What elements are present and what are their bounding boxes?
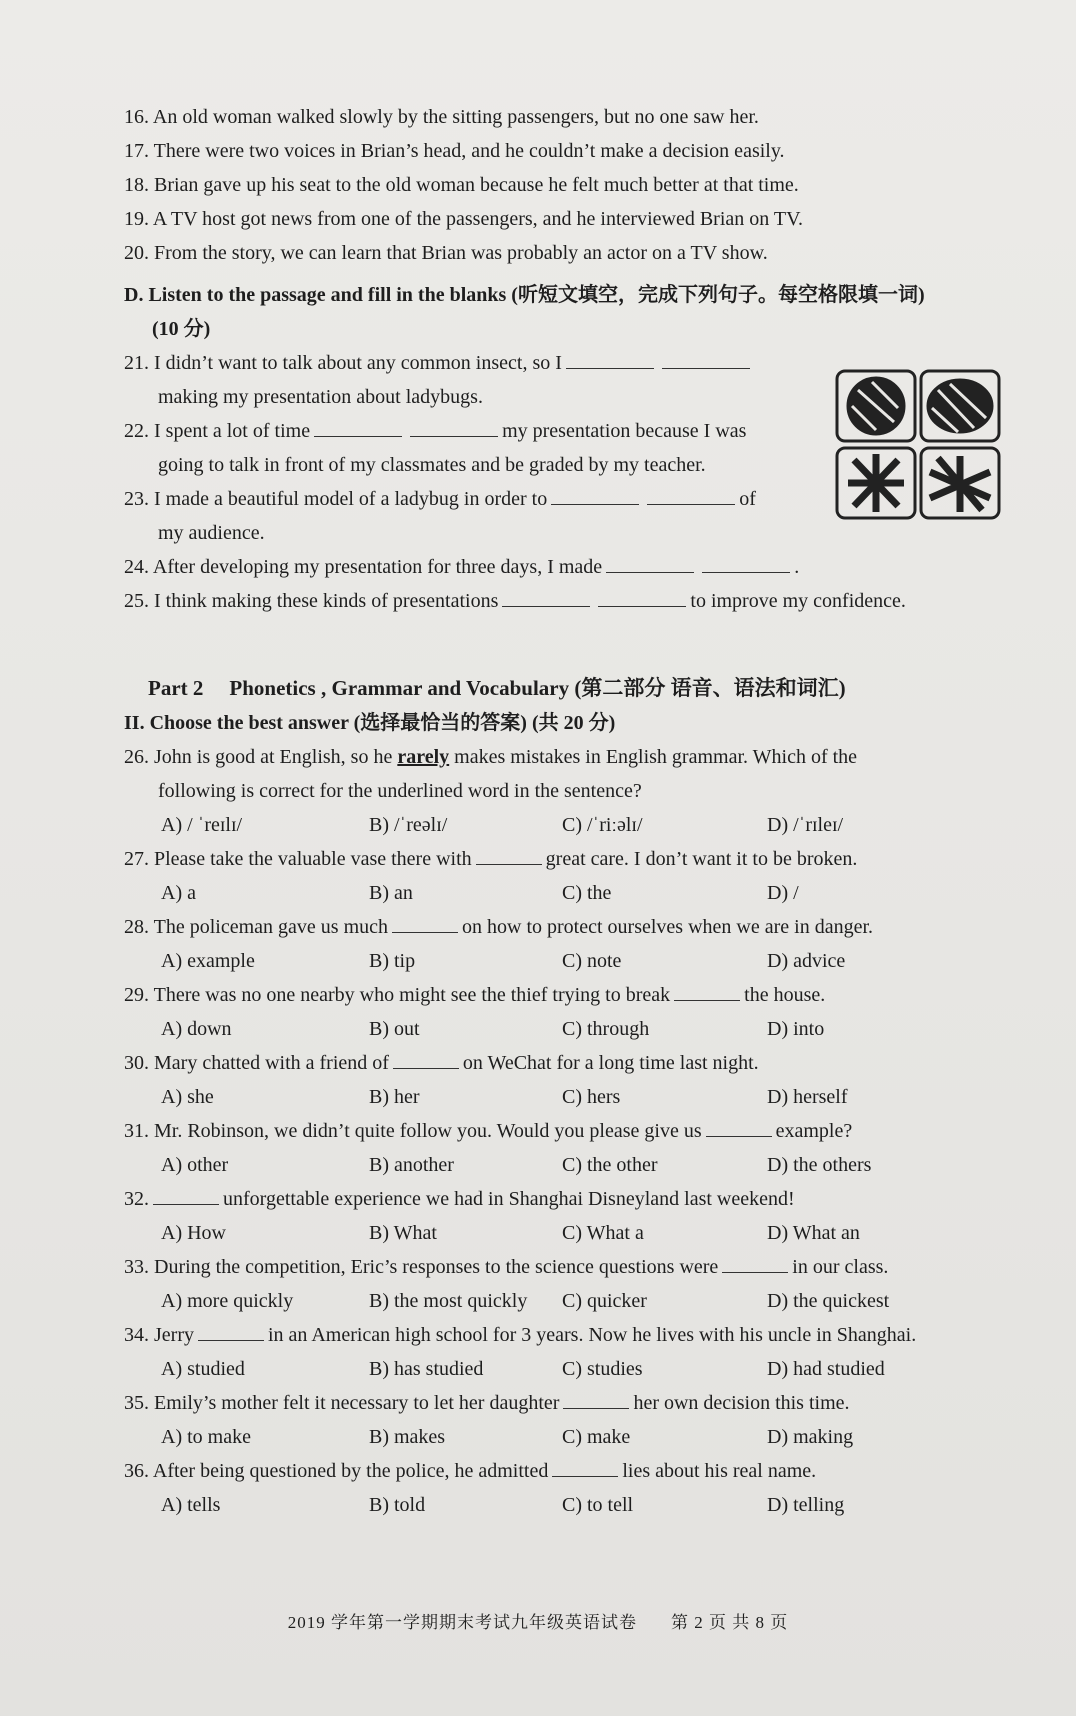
option-b[interactable]: B) her <box>369 1086 420 1108</box>
fill-in-blanks <box>124 346 906 618</box>
question-34 <box>124 1318 1016 1386</box>
blank[interactable] <box>706 1118 772 1137</box>
option-b[interactable]: B) /ˈreəlɪ/ <box>369 814 448 836</box>
question-29 <box>124 978 1016 1046</box>
stem-text: 34. Jerry <box>124 1324 194 1346</box>
option-a[interactable]: A) / ˈreɪlɪ/ <box>161 814 243 836</box>
option-d[interactable]: D) herself <box>767 1086 848 1108</box>
question-stem <box>124 740 1016 774</box>
option-b[interactable]: B) told <box>369 1494 426 1516</box>
blank[interactable] <box>502 588 590 607</box>
options <box>124 1488 1016 1522</box>
option-a[interactable]: A) she <box>161 1086 214 1108</box>
q24-period: . <box>794 556 800 578</box>
stem-text: 33. During the competition, Eric’s responses to the science questions were <box>124 1256 719 1278</box>
statement-16: 16. An old woman walked slowly by the sitting passengers, but no one saw her. <box>124 106 759 128</box>
question-stem <box>124 1318 1016 1352</box>
q25-text: 25. I think making these kinds of presentations <box>124 590 499 612</box>
section-d-points: (10 分) <box>152 318 211 340</box>
options <box>124 808 1016 842</box>
option-c[interactable]: C) make <box>562 1426 631 1448</box>
option-a[interactable]: A) a <box>161 882 196 904</box>
option-a[interactable]: A) more quickly <box>161 1290 294 1312</box>
q23-text: 23. I made a beautiful model of a ladybug in order to <box>124 488 548 510</box>
options <box>124 1080 1016 1114</box>
stem-text: 27. Please take the valuable vase there with <box>124 848 472 870</box>
option-b[interactable]: B) tip <box>369 950 416 972</box>
blank[interactable] <box>566 350 654 369</box>
option-c[interactable]: C) What a <box>562 1222 644 1244</box>
stem-text: 29. There was no one nearby who might see the thief trying to break <box>124 984 671 1006</box>
question-26 <box>124 740 1016 842</box>
options <box>124 1216 1016 1250</box>
underlined-word: rarely <box>397 746 450 768</box>
question-31 <box>124 1114 1016 1182</box>
question-stem <box>124 1046 1016 1080</box>
blank[interactable] <box>647 486 735 505</box>
option-b[interactable]: B) the most quickly <box>369 1290 528 1312</box>
q21-line2: making my presentation about ladybugs. <box>158 386 483 408</box>
question-stem <box>124 1386 1016 1420</box>
stem-text: her own decision this time. <box>633 1392 850 1414</box>
blank[interactable] <box>702 554 790 573</box>
option-a[interactable]: A) tells <box>161 1494 221 1516</box>
blank[interactable] <box>662 350 750 369</box>
question-stem <box>124 1454 1016 1488</box>
option-c[interactable]: C) to tell <box>562 1494 634 1516</box>
option-d[interactable]: D) advice <box>767 950 846 972</box>
footer-page-number: 第 2 页 共 8 页 <box>671 1613 789 1632</box>
option-c[interactable]: C) the <box>562 882 612 904</box>
question-stem <box>124 1182 1016 1216</box>
option-b[interactable]: B) makes <box>369 1426 446 1448</box>
q23-line2: my audience. <box>158 522 265 544</box>
option-a[interactable]: A) example <box>161 950 255 972</box>
blank[interactable] <box>410 418 498 437</box>
section-d-heading <box>124 278 1016 346</box>
statement-20: 20. From the story, we can learn that Brian was probably an actor on a TV show. <box>124 242 768 264</box>
option-c[interactable]: C) studies <box>562 1358 643 1380</box>
blank[interactable] <box>552 1458 618 1477</box>
option-c[interactable]: C) hers <box>562 1086 621 1108</box>
question-27 <box>124 842 1016 910</box>
q22-line1 <box>124 414 804 448</box>
question-stem <box>124 978 1016 1012</box>
ladybug-illustration-icon <box>834 368 1004 522</box>
question-stem <box>124 910 1016 944</box>
q21-text: 21. I didn’t want to talk about any common insect, so I <box>124 352 562 374</box>
question-36 <box>124 1454 1016 1522</box>
blank[interactable] <box>674 982 740 1001</box>
option-b[interactable]: B) out <box>369 1018 420 1040</box>
blank[interactable] <box>392 914 458 933</box>
option-d[interactable]: D) What an <box>767 1222 860 1244</box>
q25-text-end: to improve my confidence. <box>690 590 906 612</box>
option-c[interactable]: C) note <box>562 950 622 972</box>
part2-title: Phonetics , Grammar and Vocabulary (第二部分 语音、语法和词汇) <box>229 676 846 700</box>
stem-text: on WeChat for a long time last night. <box>462 1052 759 1074</box>
option-a[interactable]: A) How <box>161 1222 226 1244</box>
blank[interactable] <box>563 1390 629 1409</box>
option-b[interactable]: B) What <box>369 1222 437 1244</box>
option-d[interactable]: D) / <box>767 882 799 904</box>
option-d[interactable]: D) the quickest <box>767 1290 890 1312</box>
options <box>124 876 1016 910</box>
blank[interactable] <box>393 1050 459 1069</box>
options <box>124 1352 1016 1386</box>
q22-text-end: my presentation because I was <box>502 420 747 442</box>
options <box>124 1148 1016 1182</box>
blank[interactable] <box>314 418 402 437</box>
q22-text: 22. I spent a lot of time <box>124 420 311 442</box>
q23-text-end: of <box>739 488 756 510</box>
q21-line1 <box>124 346 804 380</box>
blank[interactable] <box>606 554 694 573</box>
stem-line2: following is correct for the underlined word in the sentence? <box>158 780 642 802</box>
question-stem <box>124 842 1016 876</box>
option-a[interactable]: A) down <box>161 1018 232 1040</box>
stem-text: makes mistakes in English grammar. Which of the <box>454 746 858 768</box>
question-stem <box>124 1250 1016 1284</box>
option-d[interactable]: D) /ˈrɪleɪ/ <box>767 814 844 836</box>
option-d[interactable]: D) had studied <box>767 1358 885 1380</box>
blank[interactable] <box>722 1254 788 1273</box>
option-c[interactable]: C) quicker <box>562 1290 647 1312</box>
stem-text: on how to protect ourselves when we are in danger. <box>462 916 874 938</box>
options <box>124 944 1016 978</box>
true-false-statements <box>124 100 1016 270</box>
section2-heading: II. Choose the best answer (选择最恰当的答案) (共 20 分) <box>124 712 616 734</box>
blank[interactable] <box>198 1322 264 1341</box>
stem-text: lies about his real name. <box>622 1460 817 1482</box>
stem-text: 35. Emily’s mother felt it necessary to let her daughter <box>124 1392 560 1414</box>
blank[interactable] <box>598 588 686 607</box>
q25-line <box>124 584 906 618</box>
statement-17: 17. There were two voices in Brian’s head, and he couldn’t make a decision easily. <box>124 140 785 162</box>
option-d[interactable]: D) telling <box>767 1494 845 1516</box>
part2-label: Part 2 <box>148 676 204 700</box>
option-a[interactable]: A) studied <box>161 1358 245 1380</box>
question-32 <box>124 1182 1016 1250</box>
stem-text: in our class. <box>792 1256 889 1278</box>
options <box>124 1420 1016 1454</box>
option-a[interactable]: A) to make <box>161 1426 251 1448</box>
stem-text: unforgettable experience we had in Shanghai Disneyland last weekend! <box>223 1188 795 1210</box>
option-c[interactable]: C) the other <box>562 1154 658 1176</box>
q22-line2: going to talk in front of my classmates and be graded by my teacher. <box>158 454 706 476</box>
q24-text: 24. After developing my presentation for three days, I made <box>124 556 603 578</box>
stem-text: 28. The policeman gave us much <box>124 916 389 938</box>
question-30 <box>124 1046 1016 1114</box>
stem-text: 30. Mary chatted with a friend of <box>124 1052 389 1074</box>
q23-line1 <box>124 482 804 516</box>
statement-18: 18. Brian gave up his seat to the old woman because he felt much better at that time. <box>124 174 799 196</box>
stem-text: 31. Mr. Robinson, we didn’t quite follow you. Would you please give us <box>124 1120 702 1142</box>
question-stem <box>124 1114 1016 1148</box>
stem-text: 36. After being questioned by the police, he admitted <box>124 1460 549 1482</box>
stem-text: the house. <box>744 984 826 1006</box>
section-d-title: D. Listen to the passage and fill in the blanks (听短文填空，完成下列句子。每空格限填一词) <box>124 284 925 306</box>
q24-line <box>124 550 804 584</box>
blank[interactable] <box>153 1186 219 1205</box>
option-d[interactable]: D) making <box>767 1426 854 1448</box>
option-d[interactable]: D) the others <box>767 1154 872 1176</box>
question-33 <box>124 1250 1016 1318</box>
options <box>124 1284 1016 1318</box>
footer-exam-title: 2019 学年第一学期期末考试九年级英语试卷 <box>287 1613 637 1632</box>
question-35 <box>124 1386 1016 1454</box>
stem-text: 26. John is good at English, so he <box>124 746 393 768</box>
stem-text: 32. <box>124 1188 149 1210</box>
option-d[interactable]: D) into <box>767 1018 825 1040</box>
option-b[interactable]: B) an <box>369 882 413 904</box>
part2-heading <box>124 670 1016 706</box>
question-28 <box>124 910 1016 978</box>
blank[interactable] <box>476 846 542 865</box>
option-b[interactable]: B) has studied <box>369 1358 484 1380</box>
blank[interactable] <box>551 486 639 505</box>
option-c[interactable]: C) /ˈriːəlɪ/ <box>562 814 643 836</box>
page-footer <box>0 1608 1076 1633</box>
statement-19: 19. A TV host got news from one of the passengers, and he interviewed Brian on TV. <box>124 208 803 230</box>
option-b[interactable]: B) another <box>369 1154 454 1176</box>
stem-text: example? <box>775 1120 853 1142</box>
stem-text: in an American high school for 3 years. Now he lives with his uncle in Shanghai. <box>267 1324 917 1346</box>
options <box>124 1012 1016 1046</box>
stem-text: great care. I don’t want it to be broken. <box>545 848 858 870</box>
option-c[interactable]: C) through <box>562 1018 650 1040</box>
option-a[interactable]: A) other <box>161 1154 229 1176</box>
